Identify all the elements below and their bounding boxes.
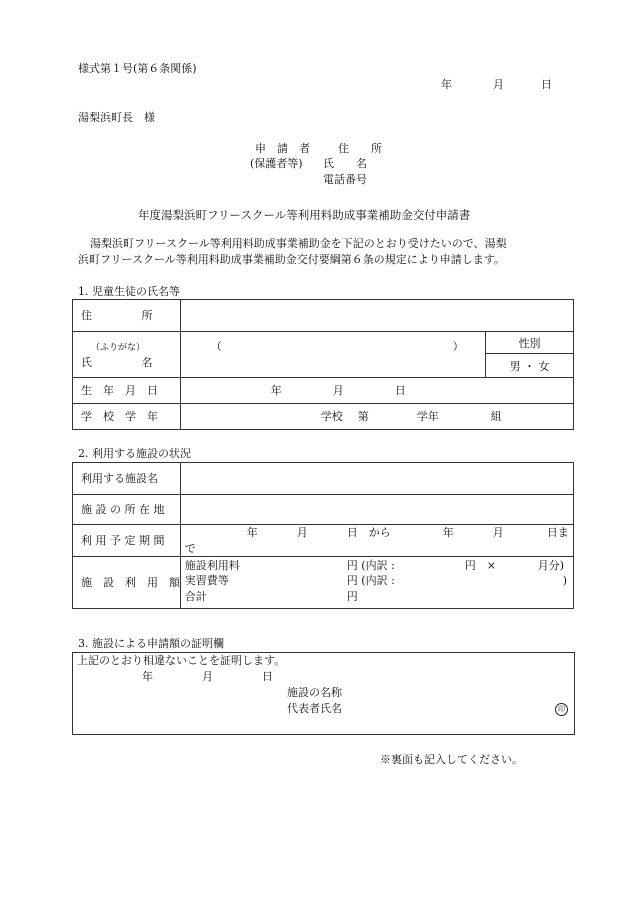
gender-label: 性別	[518, 336, 541, 350]
guardian-label: (保護者等)	[250, 157, 303, 170]
cert-rep-name-label: 代表者氏名	[287, 702, 342, 715]
grade-unit: 学年	[416, 410, 439, 423]
birthdate-label-cell	[73, 378, 181, 404]
birthdate-label: 生 年 月 日	[81, 384, 158, 397]
gender-options[interactable]: 男 ・ 女	[509, 359, 550, 373]
intro-line-2: 浜町フリースクール等利用料助成事業補助金交付要綱第６条の規定により申請します。	[78, 253, 505, 266]
fee-yen-times: 円 ×	[464, 559, 496, 572]
certification-box[interactable]	[72, 652, 575, 735]
practice-close-paren: )	[562, 574, 568, 587]
amount-label-cell	[73, 557, 181, 609]
practice-label: 実習費等	[184, 574, 229, 587]
fee-yen-detail: 円 (内訳 :	[346, 559, 395, 572]
facility-name-label-cell	[73, 463, 181, 495]
cert-day: 日	[262, 670, 273, 683]
school-unit: 学校	[320, 410, 343, 423]
gender-label-cell	[486, 332, 574, 354]
amount-field[interactable]	[180, 557, 573, 609]
school-grade-label-cell	[73, 404, 181, 430]
period-month-2: 月	[492, 526, 504, 539]
birth-year-unit: 年	[270, 384, 282, 397]
document-title: 年度湯梨浜町フリースクール等利用料助成事業補助金交付申請書	[138, 208, 471, 222]
intro-line-1: 湯梨浜町フリースクール等利用料助成事業補助金を下記のとおり受けたいので、湯梨	[90, 237, 507, 250]
section1-heading: 1. 児童生徒の氏名等	[78, 285, 180, 298]
student-address-label: 住 所	[81, 309, 154, 322]
period-label-cell	[73, 525, 181, 557]
period-year-2: 年	[442, 526, 454, 539]
class-unit: 組	[490, 410, 502, 423]
cert-month: 月	[202, 670, 213, 683]
practice-yen-detail: 円 (内訳 :	[346, 574, 395, 587]
footer-note: ※裏面も記入してください。	[380, 753, 523, 766]
gender-options-cell[interactable]	[486, 354, 574, 378]
student-address-label-cell	[73, 300, 181, 332]
period-day-2: 日ま	[546, 526, 569, 539]
period-label: 利 用 予 定 期 間	[81, 534, 165, 547]
section2-heading: 2. 利用する施設の状況	[78, 447, 191, 460]
student-name-label: 氏 名	[81, 356, 154, 369]
applicant-address-label: 住 所	[338, 142, 382, 155]
period-month-1: 月	[296, 526, 308, 539]
birth-month-unit: 月	[332, 384, 344, 397]
applicant-phone-label: 電話番号	[323, 173, 367, 186]
birthdate-field[interactable]	[180, 378, 573, 404]
form-number: 様式第１号(第６条関係)	[78, 62, 197, 75]
facility-location-label: 施 設 の 所 在 地	[81, 503, 165, 516]
school-grade-field[interactable]	[180, 404, 573, 430]
period-from: から	[368, 526, 391, 539]
fee-months: 月分)	[537, 559, 565, 572]
student-table	[72, 299, 574, 430]
school-dai: 第	[357, 410, 369, 423]
period-year-1: 年	[246, 526, 258, 539]
seal-icon: 印	[555, 703, 568, 716]
period-day-1: 日	[346, 526, 358, 539]
furigana-paren-open: （	[210, 340, 222, 353]
date-month: 月	[493, 78, 504, 91]
facility-location-label-cell	[73, 495, 181, 525]
student-address-field[interactable]	[180, 300, 573, 332]
student-name-field[interactable]	[180, 332, 485, 378]
facility-name-field[interactable]	[180, 463, 573, 495]
date-year: 年	[441, 78, 452, 91]
student-name-label-cell	[73, 332, 181, 378]
amount-label: 施 設 利 用 額	[81, 576, 180, 589]
addressee: 湯梨浜町長 様	[78, 111, 155, 124]
facility-location-field[interactable]	[180, 495, 573, 525]
facility-name-label: 利用する施設名	[81, 472, 158, 485]
cert-facility-name-label: 施設の名称	[287, 686, 342, 699]
applicant-label: 申 請 者	[255, 142, 310, 155]
furigana-label: （ふりがな）	[91, 343, 146, 353]
fee-label: 施設利用料	[184, 559, 240, 572]
period-field[interactable]	[180, 525, 573, 557]
school-grade-label: 学 校 学 年	[81, 410, 158, 423]
furigana-paren-close: ）	[452, 340, 464, 353]
date-day: 日	[541, 78, 552, 91]
section3-heading: 3. 施設による申請額の証明欄	[78, 637, 224, 650]
cert-year: 年	[142, 670, 153, 683]
total-label: 合計	[184, 590, 207, 603]
applicant-name-label: 氏 名	[323, 157, 367, 170]
cert-text: 上記のとおり相違ないことを証明します。	[77, 654, 286, 667]
birth-day-unit: 日	[394, 384, 406, 397]
facility-table	[72, 462, 574, 609]
period-de: で	[184, 542, 196, 555]
total-yen: 円	[346, 590, 358, 603]
